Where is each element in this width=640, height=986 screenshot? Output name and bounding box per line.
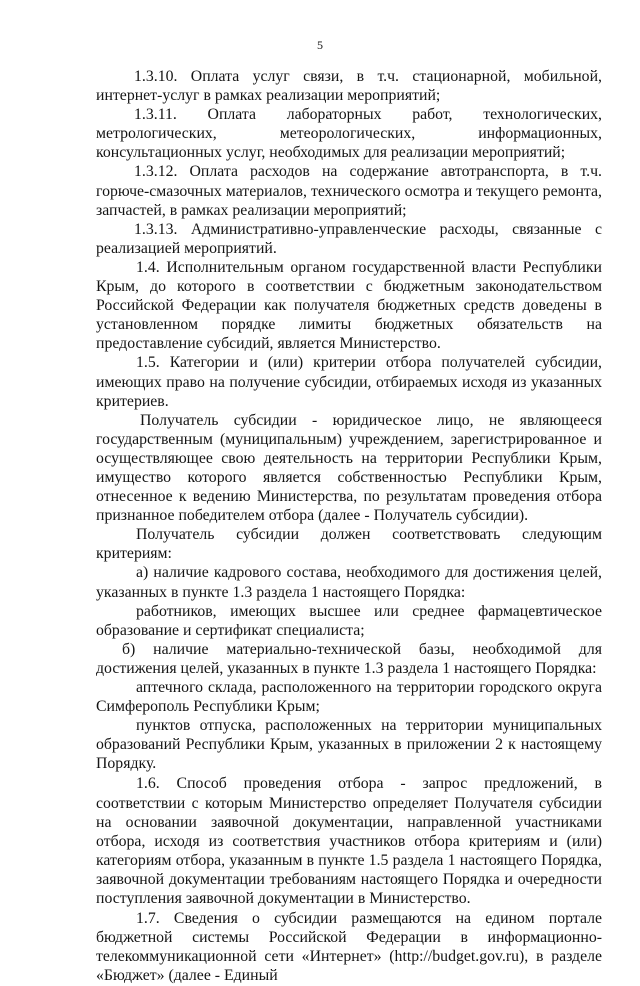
paragraph-1-3-12: 1.3.12. Оплата расходов на содержание автотранспорта, в т.ч. горюче-смазочных материалов, технического осмотра и текущего ремонта, запчастей, в рамках реализации мероприятий; [96,163,602,219]
paragraph-1-3-10: 1.3.10. Оплата услуг связи, в т.ч. стационарной, мобильной, интернет-услуг в рамках реализации мероприятий; [96,68,602,105]
document-body [96,67,602,986]
paragraph-1-6: 1.6. Способ проведения отбора - запрос предложений, в соответствии с которым Министерство определяет Получателя субсидии на основании заявочной документации, направленной участниками отбора, исходя из соответствия участников отбора критериям и (или) категориям отбора, указанным в пункте 1.5 раздела 1 настоящего Порядка, заявочной документации требованиям настоящего Порядка и очередности поступления заявочной документации в Министерство. [96,775,602,908]
paragraph-1-4: 1.4. Исполнительным органом государственной власти Республики Крым, до которого в соответствии с бюджетным законодательством Российской Федерации как получателя бюджетных средств доведены в установленном порядке лимиты бюджетных обязательств на предоставление субсидий, является Министерство. [96,258,602,353]
paragraph-1-5: 1.5. Категории и (или) критерии отбора получателей субсидии, имеющих право на получение субсидии, отбираемых исходя из указанных критериев. [96,354,602,410]
paragraph-1-3-11: 1.3.11. Оплата лабораторных работ, технологических, метрологических, метеорологических, информационных, консультационных услуг, необходимых для реализации мероприятий; [96,106,602,162]
paragraph-dispensing-points: пунктов отпуска, расположенных на территории муниципальных образований Республики Крым, указанных в приложении 2 к настоящему Порядку. [96,717,602,773]
paragraph-1-7: 1.7. Сведения о субсидии размещаются на едином портале бюджетной системы Российской Федерации в информационно-телекоммуникационной сети «Интернет» (http://budget.gov.ru), в разделе «Бюджет» (далее - Единый [96,910,602,985]
paragraph-criterion-a: а) наличие кадрового состава, необходимого для достижения целей, указанных в пункте 1.3 раздела 1 настоящего Порядка: [96,564,602,601]
paragraph-warehouse: аптечного склада, расположенного на территории городского округа Симферополь Республики Крым; [96,679,602,716]
paragraph-criterion-b: б) наличие материально-технической базы, необходимой для достижения целей, указанных в пункте 1.3 раздела 1 настоящего Порядка: [96,640,602,677]
paragraph-criteria-intro: Получатель субсидии должен соответствовать следующим критериям: [96,526,602,563]
page-number: 5 [317,38,323,52]
paragraph-staff: работников, имеющих высшее или среднее фармацевтическое образование и сертификат специалиста; [96,602,602,639]
paragraph-recipient-definition: Получатель субсидии - юридическое лицо, не являющееся государственным (муниципальным) учреждением, зарегистрированное и осуществляющее свою деятельность на территории Республики Крым, имущество которого является собственностью Республики Крым, отнесенное к ведению Министерства, по результатам проведения отбора признанное победителем отбора (далее - Получатель субсидии). [96,411,602,525]
paragraph-1-3-13: 1.3.13. Административно-управленческие расходы, связанные с реализацией мероприятий. [96,220,602,257]
